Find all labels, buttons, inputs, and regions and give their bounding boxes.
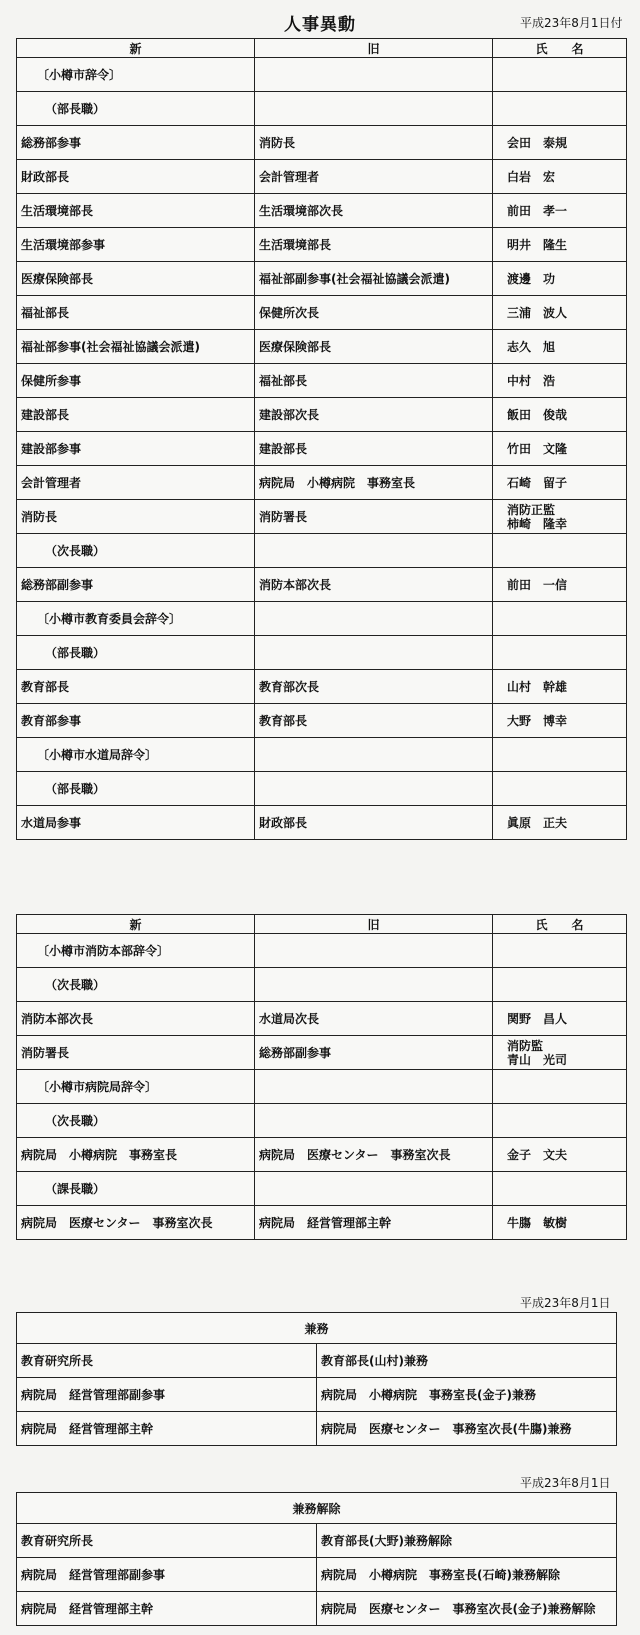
header-old: 旧	[255, 915, 493, 934]
person-name: 明井 隆生	[493, 228, 627, 262]
header-new: 新	[17, 39, 255, 58]
rank-row	[17, 636, 627, 670]
new-position: 教育部参事	[17, 704, 255, 738]
header-name: 氏 名	[493, 39, 627, 58]
table-row	[17, 806, 627, 840]
kenmu-kaijo-title: 兼務解除	[17, 1493, 617, 1524]
old-position: 病院局 小樽病院 事務室長	[255, 466, 493, 500]
empty-cell	[255, 934, 493, 968]
table-row	[17, 398, 627, 432]
person-name: 金子 文夫	[493, 1138, 627, 1172]
rank-row	[17, 1104, 627, 1138]
empty-cell	[493, 968, 627, 1002]
table-row	[17, 1206, 627, 1240]
position-right: 教育部長(大野)兼務解除	[317, 1524, 617, 1558]
table-row	[17, 1002, 627, 1036]
person-name: 三浦 波人	[493, 296, 627, 330]
empty-cell	[493, 1104, 627, 1138]
table-row	[17, 466, 627, 500]
table-row	[17, 364, 627, 398]
old-position: 教育部次長	[255, 670, 493, 704]
person-name: 大野 博幸	[493, 704, 627, 738]
table-row	[17, 1412, 617, 1446]
person-name: 眞原 正夫	[493, 806, 627, 840]
position-left: 教育研究所長	[17, 1524, 317, 1558]
person-name: 飯田 俊哉	[493, 398, 627, 432]
person-name: 石崎 留子	[493, 466, 627, 500]
table-row	[17, 1036, 627, 1070]
old-position: 消防長	[255, 126, 493, 160]
table-row	[17, 228, 627, 262]
rank-row	[17, 92, 627, 126]
section-label: 〔小樽市教育委員会辞令〕	[17, 602, 255, 636]
person-name: 志久 旭	[493, 330, 627, 364]
old-position: 医療保険部長	[255, 330, 493, 364]
position-right: 教育部長(山村)兼務	[317, 1344, 617, 1378]
kenmu-table	[16, 1312, 617, 1446]
kenmu-kaijo-table	[16, 1492, 617, 1626]
table-row	[17, 1344, 617, 1378]
table-row	[17, 432, 627, 466]
table-row	[17, 704, 627, 738]
position-right: 病院局 医療センター 事務室次長(牛膓)兼務	[317, 1412, 617, 1446]
empty-cell	[493, 602, 627, 636]
empty-cell	[255, 1104, 493, 1138]
new-position: 生活環境部参事	[17, 228, 255, 262]
new-position: 会計管理者	[17, 466, 255, 500]
empty-cell	[493, 738, 627, 772]
old-position: 財政部長	[255, 806, 493, 840]
empty-cell	[255, 772, 493, 806]
table-row	[17, 1378, 617, 1412]
empty-cell	[493, 934, 627, 968]
position-left: 病院局 経営管理部主幹	[17, 1412, 317, 1446]
header-name: 氏 名	[493, 915, 627, 934]
table-row	[17, 262, 627, 296]
new-position: 消防長	[17, 500, 255, 534]
new-position: 財政部長	[17, 160, 255, 194]
table-row	[17, 126, 627, 160]
new-position: 総務部参事	[17, 126, 255, 160]
new-position: 病院局 医療センター 事務室次長	[17, 1206, 255, 1240]
table-row	[17, 1138, 627, 1172]
person-rank: 消防正監	[507, 502, 556, 517]
empty-cell	[493, 1070, 627, 1104]
rank-row	[17, 534, 627, 568]
new-position: 福祉部長	[17, 296, 255, 330]
old-position: 消防本部次長	[255, 568, 493, 602]
section-row	[17, 602, 627, 636]
position-right: 病院局 小樽病院 事務室長(石崎)兼務解除	[317, 1558, 617, 1592]
empty-cell	[493, 772, 627, 806]
old-position: 病院局 医療センター 事務室次長	[255, 1138, 493, 1172]
old-position: 生活環境部長	[255, 228, 493, 262]
empty-cell	[493, 534, 627, 568]
section-label: 〔小樽市病院局辞令〕	[17, 1070, 255, 1104]
position-right: 病院局 小樽病院 事務室長(金子)兼務	[317, 1378, 617, 1412]
rank-row	[17, 1172, 627, 1206]
page-title: 人事異動	[284, 15, 356, 35]
empty-cell	[493, 1172, 627, 1206]
person-name: 中村 浩	[493, 364, 627, 398]
person-name: 竹田 文隆	[493, 432, 627, 466]
old-position: 教育部長	[255, 704, 493, 738]
old-position: 病院局 経営管理部主幹	[255, 1206, 493, 1240]
new-position: 福祉部参事(社会福祉協議会派遣)	[17, 330, 255, 364]
rank-label: （次長職）	[17, 534, 255, 568]
kenmu-kaijo-date: 平成23年8月1日	[520, 1476, 611, 1490]
table-row	[17, 160, 627, 194]
header-new: 新	[17, 915, 255, 934]
table-row	[17, 500, 627, 534]
section-row	[17, 934, 627, 968]
person-name-cell	[493, 500, 627, 534]
rank-label: （部長職）	[17, 636, 255, 670]
section-row	[17, 1070, 627, 1104]
empty-cell	[255, 636, 493, 670]
empty-cell	[255, 968, 493, 1002]
empty-cell	[255, 58, 493, 92]
section-label: 〔小樽市辞令〕	[17, 58, 255, 92]
issue-date: 平成23年8月1日付	[520, 16, 623, 30]
section-label: 〔小樽市消防本部辞令〕	[17, 934, 255, 968]
new-position: 水道局参事	[17, 806, 255, 840]
table-row	[17, 568, 627, 602]
new-position: 総務部副参事	[17, 568, 255, 602]
new-position: 建設部参事	[17, 432, 255, 466]
old-position: 水道局次長	[255, 1002, 493, 1036]
table-row	[17, 1558, 617, 1592]
empty-cell	[493, 58, 627, 92]
new-position: 教育部長	[17, 670, 255, 704]
old-position: 保健所次長	[255, 296, 493, 330]
section-label: 〔小樽市水道局辞令〕	[17, 738, 255, 772]
new-position: 消防署長	[17, 1036, 255, 1070]
empty-cell	[255, 534, 493, 568]
table-row	[17, 1524, 617, 1558]
section-row	[17, 58, 627, 92]
empty-cell	[255, 1172, 493, 1206]
rank-label: （部長職）	[17, 92, 255, 126]
rank-label: （次長職）	[17, 968, 255, 1002]
person-name: 白岩 宏	[493, 160, 627, 194]
rank-label: （部長職）	[17, 772, 255, 806]
rank-label: （次長職）	[17, 1104, 255, 1138]
section-row	[17, 738, 627, 772]
old-position: 福祉部副参事(社会福祉協議会派遣)	[255, 262, 493, 296]
personnel-table-1	[16, 38, 627, 840]
person-name: 渡邊 功	[493, 262, 627, 296]
empty-cell	[255, 738, 493, 772]
empty-cell	[493, 92, 627, 126]
old-position: 建設部次長	[255, 398, 493, 432]
old-position: 会計管理者	[255, 160, 493, 194]
empty-cell	[493, 636, 627, 670]
person-name: 会田 泰規	[493, 126, 627, 160]
position-left: 病院局 経営管理部主幹	[17, 1592, 317, 1626]
position-left: 教育研究所長	[17, 1344, 317, 1378]
person-name: 柿崎 隆幸	[507, 516, 568, 531]
person-name: 山村 幹雄	[493, 670, 627, 704]
empty-cell	[255, 602, 493, 636]
new-position: 病院局 小樽病院 事務室長	[17, 1138, 255, 1172]
person-name: 前田 孝一	[493, 194, 627, 228]
header-old: 旧	[255, 39, 493, 58]
new-position: 生活環境部長	[17, 194, 255, 228]
old-position: 福祉部長	[255, 364, 493, 398]
person-name: 牛膓 敏樹	[493, 1206, 627, 1240]
rank-row	[17, 772, 627, 806]
table-row	[17, 1592, 617, 1626]
person-name: 青山 光司	[507, 1052, 568, 1067]
rank-label: （課長職）	[17, 1172, 255, 1206]
person-name: 関野 昌人	[493, 1002, 627, 1036]
old-position: 生活環境部次長	[255, 194, 493, 228]
kenmu-title: 兼務	[17, 1313, 617, 1344]
position-left: 病院局 経営管理部副参事	[17, 1558, 317, 1592]
new-position: 消防本部次長	[17, 1002, 255, 1036]
empty-cell	[255, 92, 493, 126]
person-name: 前田 一信	[493, 568, 627, 602]
kenmu-date: 平成23年8月1日	[520, 1296, 611, 1310]
new-position: 保健所参事	[17, 364, 255, 398]
table-row	[17, 194, 627, 228]
table-row	[17, 330, 627, 364]
old-position: 総務部副参事	[255, 1036, 493, 1070]
person-name-cell	[493, 1036, 627, 1070]
empty-cell	[255, 1070, 493, 1104]
position-right: 病院局 医療センター 事務室次長(金子)兼務解除	[317, 1592, 617, 1626]
old-position: 建設部長	[255, 432, 493, 466]
old-position: 消防署長	[255, 500, 493, 534]
table-row	[17, 670, 627, 704]
new-position: 医療保険部長	[17, 262, 255, 296]
table-row	[17, 296, 627, 330]
rank-row	[17, 968, 627, 1002]
position-left: 病院局 経営管理部副参事	[17, 1378, 317, 1412]
new-position: 建設部長	[17, 398, 255, 432]
person-rank: 消防監	[507, 1038, 544, 1053]
personnel-table-2	[16, 914, 627, 1240]
